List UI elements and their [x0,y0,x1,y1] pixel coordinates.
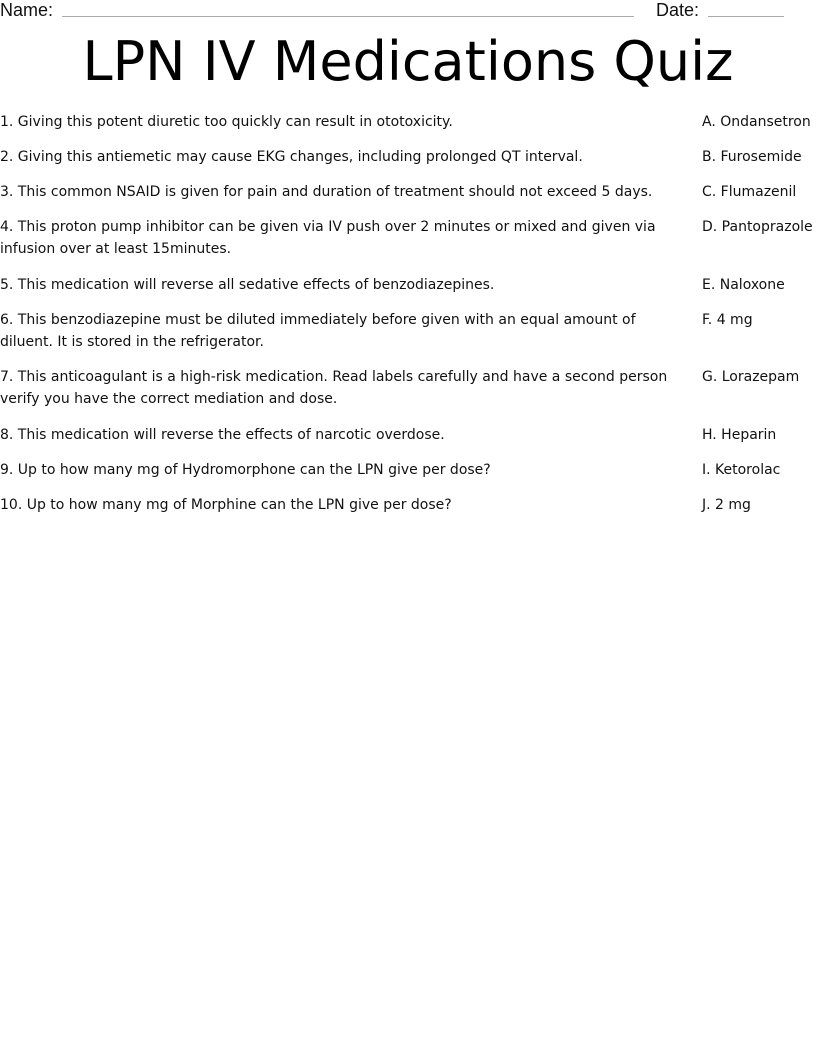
answer-g: G. Lorazepam [702,369,800,385]
answer-a: A. Ondansetron [702,114,811,130]
question-10: 10. Up to how many mg of Morphine can the LPN give per dose? [0,497,452,513]
answer-h: H. Heparin [702,427,777,443]
page-title: LPN IV Medications Quiz [82,30,734,93]
question-6: 6. This benzodiazepine must be diluted immediately before given with an equal amount of diluent. It is stored in the refrigerator. [0,312,636,350]
question-3: 3. This common NSAID is given for pain and duration of treatment should not exceed 5 days. [0,184,653,200]
question-1: 1. Giving this potent diuretic too quickly can result in ototoxicity. [0,114,453,130]
question-5: 5. This medication will reverse all sedative effects of benzodiazepines. [0,277,495,293]
date-field[interactable] [708,16,784,17]
question-2: 2. Giving this antiemetic may cause EKG changes, including prolonged QT interval. [0,149,583,165]
answer-j: J. 2 mg [702,497,751,513]
question-7: 7. This anticoagulant is a high-risk medication. Read labels carefully and have a second person verify you have the correct mediation and dose. [0,369,668,407]
name-date-header [0,0,816,24]
name-field[interactable] [62,16,634,17]
answer-f: F. 4 mg [702,312,753,328]
question-8: 8. This medication will reverse the effects of narcotic overdose. [0,427,445,443]
answer-c: C. Flumazenil [702,184,797,200]
name-label: Name: [0,0,54,20]
answer-e: E. Naloxone [702,277,785,293]
question-4: 4. This proton pump inhibitor can be given via IV push over 2 minutes or mixed and given via infusion over at least 15minutes. [0,219,656,257]
answer-b: B. Furosemide [702,149,802,165]
answer-d: D. Pantoprazole [702,219,813,235]
date-label: Date: [656,0,700,20]
question-9: 9. Up to how many mg of Hydromorphone can the LPN give per dose? [0,462,491,478]
answer-i: I. Ketorolac [702,462,781,478]
